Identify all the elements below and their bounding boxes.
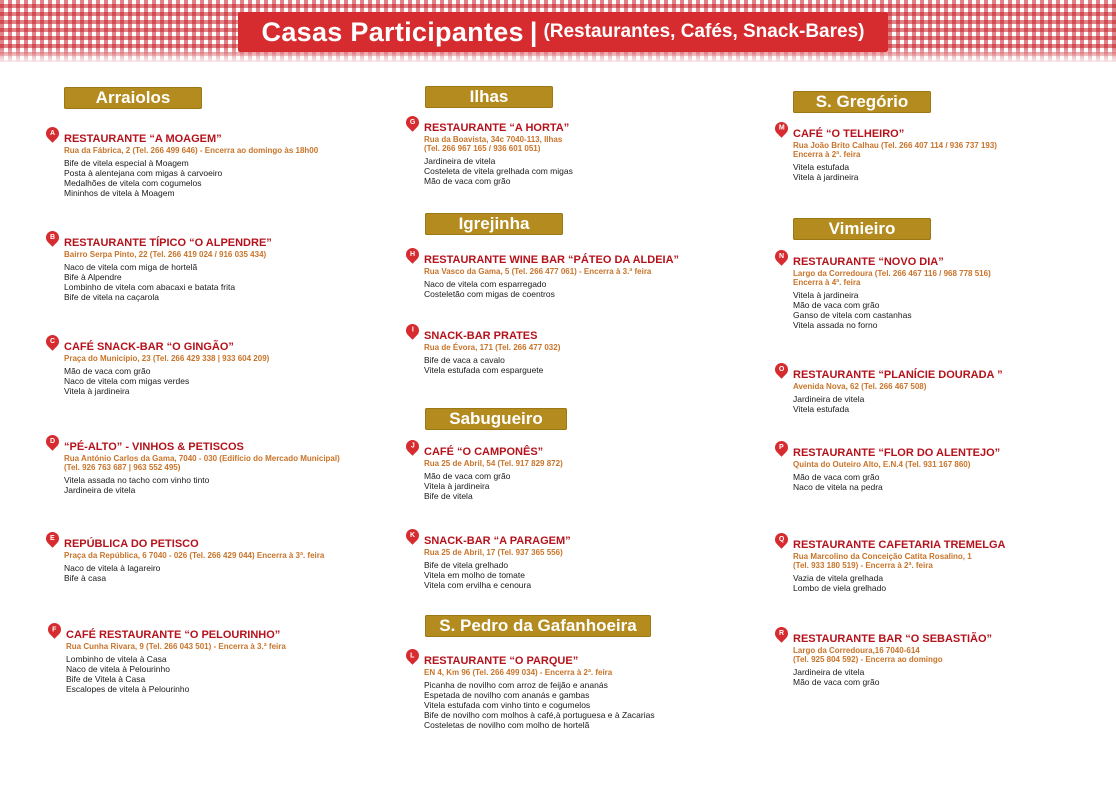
dish-item: Vitela estufada com esparguete [424, 365, 544, 375]
section-s-pedro-da-gafanhoeira: S. Pedro da Gafanhoeira [425, 615, 651, 637]
listing-name: CAFÉ “O TELHEIRO” [793, 128, 905, 140]
dish-list [793, 290, 1116, 330]
map-pin-icon [772, 530, 790, 548]
dish-item: Vitela à jardineira [793, 172, 859, 182]
dish-item: Picanha de novilho com arroz de feijão e ananás [424, 680, 608, 690]
map-pin-letter: L [410, 652, 415, 659]
listing-e [50, 535, 394, 583]
map-pin-icon [45, 620, 63, 638]
section-ilhas: Ilhas [425, 86, 553, 108]
listing-a [49, 130, 394, 198]
dish-list [424, 279, 754, 299]
listing-address: EN 4, Km 96 (Tel. 266 499 034) - Encerra à 2ª. feira [424, 668, 613, 677]
listing-name: RESTAURANTE “A MOAGEM” [64, 133, 222, 145]
dish-list [793, 472, 1116, 492]
map-pin-icon [43, 332, 61, 350]
listing-name: SNACK-BAR PRATES [424, 330, 538, 342]
map-pin-letter: C [49, 338, 56, 345]
dish-item: Naco de vitela com esparregado [424, 279, 547, 289]
listing-address: Rua da Boavista, 34c 7040-113, Ilhas [424, 135, 563, 144]
listing-address: Praça da República, 6 7040 - 026 (Tel. 266 429 044) Encerra à 3ª. feira [64, 551, 325, 560]
dish-item: Jardineira de vitela [793, 667, 865, 677]
listing-address: Rua da Fábrica, 2 (Tel. 266 499 646) - Encerra ao domingo às 18h00 [64, 146, 319, 155]
dish-item: Mão de vaca com grão [793, 300, 880, 310]
listing-c [49, 338, 394, 396]
dish-item: Bife de vaca a cavalo [424, 355, 505, 365]
map-pin-letter: R [778, 630, 785, 637]
map-pin-icon [403, 526, 421, 544]
listing-address: Encerra à 4ª. feira [793, 278, 861, 287]
dish-item: Vitela à jardineira [793, 290, 859, 300]
listing-k [409, 532, 754, 590]
map-pin-icon [772, 360, 790, 378]
listing-l [410, 652, 754, 730]
page-subtitle: (Restaurantes, Cafés, Snack-Bares) [543, 21, 865, 42]
listing-address: Rua Vasco da Gama, 5 (Tel. 266 477 061) - Encerra à 3.ª feira [424, 267, 652, 276]
dish-list [793, 162, 1116, 182]
dish-item: Vitela estufada com vinho tinto e cogumelos [424, 700, 591, 710]
listing-i [411, 327, 754, 375]
section-igrejinha: Igrejinha [425, 213, 563, 235]
listing-b [49, 234, 394, 302]
section-sabugueiro: Sabugueiro [425, 408, 567, 430]
listing-name: RESTAURANTE “PLANÍCIE DOURADA ” [793, 369, 1003, 381]
title-separator: | [529, 16, 538, 47]
listing-name: CAFÉ RESTAURANTE “O PELOURINHO” [66, 629, 281, 641]
map-pin-letter: H [409, 251, 416, 258]
listing-name: RESTAURANTE BAR “O SEBASTIÃO” [793, 633, 993, 645]
listing-address: Rua 25 de Abril, 54 (Tel. 917 829 872) [424, 459, 563, 468]
map-pin-icon [43, 529, 61, 547]
dish-list [64, 262, 394, 302]
listing-h [409, 251, 754, 299]
dish-item: Naco de vitela na pedra [793, 482, 883, 492]
listing-address: Bairro Serpa Pinto, 22 (Tel. 266 419 024 / 916 035 434) [64, 250, 267, 259]
dish-item: Mão de vaca com grão [424, 176, 511, 186]
listing-g [409, 119, 754, 186]
dish-item: Vazia de vitela grelhada [793, 573, 884, 583]
dish-item: Naco de vitela à Pelourinho [66, 664, 170, 674]
listing-name: RESTAURANTE WINE BAR “PÁTEO DA ALDEIA” [424, 254, 680, 266]
listing-name: RESTAURANTE “FLOR DO ALENTEJO” [793, 447, 1001, 459]
dish-item: Mão de vaca com grão [64, 366, 151, 376]
dish-item: Costeletão com migas de coentros [424, 289, 555, 299]
map-pin-letter: K [409, 532, 416, 539]
dish-item: Medalhões de vitela com cogumelos [64, 178, 202, 188]
dish-item: Vitela em molho de tomate [424, 570, 525, 580]
dish-item: Ganso de vitela com castanhas [793, 310, 912, 320]
dish-list [424, 680, 754, 730]
dish-list [424, 471, 754, 501]
listing-q [778, 536, 1116, 593]
listing-address: Rua Marcolino da Conceição Catita Rosalino, 1 [793, 552, 972, 561]
section-arraiolos: Arraiolos [64, 87, 202, 109]
dish-item: Vitela com ervilha e cenoura [424, 580, 532, 590]
dish-item: Vitela à jardineira [424, 481, 490, 491]
dish-item: Naco de vitela com miga de hortelã [64, 262, 198, 272]
listing-r [778, 630, 1116, 687]
dish-item: Bife de vitela especial à Moagem [64, 158, 189, 168]
listing-address: (Tel. 925 804 592) - Encerra ao domingo [793, 655, 943, 664]
listing-address: Encerra à 2ª. feira [793, 150, 861, 159]
dish-list [66, 654, 396, 694]
listing-address: Rua António Carlos da Gama, 7040 - 030 (Edifício do Mercado Municipal) [64, 454, 340, 463]
map-pin-letter: I [411, 327, 414, 335]
dish-item: Lombinho de vitela à Casa [66, 654, 167, 664]
map-pin-icon [403, 245, 421, 263]
listing-address: Rua Cunha Rivara, 9 (Tel. 266 043 501) - Encerra à 3.ª feira [66, 642, 286, 651]
dish-list [424, 560, 754, 590]
map-pin-icon [403, 646, 421, 664]
listing-name: RESTAURANTE “NOVO DIA” [793, 256, 944, 268]
dish-list [64, 366, 394, 396]
dish-list [64, 563, 394, 583]
listing-name: CAFÉ “O CAMPONÊS” [424, 446, 544, 458]
section-vimieiro: Vimieiro [793, 218, 931, 240]
dish-item: Costeletas de novilho com molho de hortelã [424, 720, 590, 730]
listing-address: Quinta do Outeiro Alto, E.N.4 (Tel. 931 167 860) [793, 460, 971, 469]
map-pin-icon [43, 124, 61, 142]
map-pin-icon [403, 113, 421, 131]
dish-item: Bife à Alpendre [64, 272, 122, 282]
map-pin-icon [43, 228, 61, 246]
dish-item: Espetada de novilho com ananás e gambas [424, 690, 590, 700]
listing-f [52, 626, 396, 694]
dish-item: Jardineira de vitela [64, 485, 136, 495]
listing-p [779, 444, 1116, 492]
dish-item: Vitela assada no forno [793, 320, 878, 330]
dish-item: Naco de vitela à lagareiro [64, 563, 161, 573]
listing-name: CAFÉ SNACK-BAR “O GINGÃO” [64, 341, 234, 353]
map-pin-letter: E [50, 535, 55, 543]
map-pin-icon [772, 247, 790, 265]
listing-address: Rua 25 de Abril, 17 (Tel. 937 365 556) [424, 548, 563, 557]
dish-item: Mão de vaca com grão [793, 472, 880, 482]
listing-name: REPÚBLICA DO PETISCO [64, 538, 199, 550]
map-pin-letter: Q [778, 536, 785, 544]
dish-item: Bife de novilho com molhos à café,à portuguesa e à Zacarias [424, 710, 655, 720]
map-pin-letter: M [778, 125, 785, 132]
listing-address: (Tel. 266 967 165 / 936 601 051) [424, 144, 541, 153]
map-pin-letter: J [410, 443, 415, 450]
map-pin-letter: B [49, 234, 56, 241]
map-pin-letter: N [778, 253, 785, 260]
dish-item: Lombo de viela grelhado [793, 583, 887, 593]
dish-list [64, 158, 394, 198]
map-pin-letter: P [779, 444, 784, 452]
section-s-gregorio: S. Gregório [793, 91, 931, 113]
map-pin-icon [403, 437, 421, 455]
dish-list [793, 394, 1116, 414]
listing-name: RESTAURANTE “O PARQUE” [424, 655, 579, 667]
dish-item: Mão de vaca com grão [424, 471, 511, 481]
dish-item: Lombinho de vitela com abacaxi e batata frita [64, 282, 236, 292]
dish-item: Mininhos de vitela à Moagem [64, 188, 175, 198]
listing-address: Rua de Évora, 171 (Tel. 266 477 032) [424, 343, 561, 352]
dish-list [424, 355, 754, 375]
map-pin-icon [43, 432, 61, 450]
listing-address: Praça do Município, 23 (Tel. 266 429 338 | 933 604 209) [64, 354, 270, 363]
dish-item: Vitela estufada [793, 162, 850, 172]
map-pin-letter: A [49, 130, 56, 137]
dish-list [424, 156, 754, 186]
page-title-bar [238, 12, 888, 52]
map-pin-letter: F [52, 626, 57, 633]
map-pin-icon [772, 624, 790, 642]
listing-address: Largo da Corredoura,16 7040-614 [793, 646, 920, 655]
map-pin-icon [772, 119, 790, 137]
map-pin-icon [772, 438, 790, 456]
map-pin-icon [403, 321, 421, 339]
dish-item: Mão de vaca com grão [793, 677, 880, 687]
dish-list [64, 475, 394, 495]
listing-address: Avenida Nova, 62 (Tel. 266 467 508) [793, 382, 927, 391]
listing-n [778, 253, 1116, 330]
listing-d [49, 438, 394, 495]
dish-list [793, 573, 1116, 593]
page-title: Casas Participantes [261, 16, 524, 47]
dish-item: Posta à alentejana com migas à carvoeiro [64, 168, 223, 178]
dish-item: Escalopes de vitela à Pelourinho [66, 684, 190, 694]
listing-name: RESTAURANTE TÍPICO “O ALPENDRE” [64, 237, 272, 249]
map-pin-letter: D [49, 438, 56, 445]
listing-name: “PÉ-ALTO” - VINHOS & PETISCOS [64, 441, 244, 453]
listing-address: (Tel. 933 180 519) - Encerra à 2ª. feira [793, 561, 933, 570]
dish-item: Bife de vitela [424, 491, 473, 501]
dish-item: Vitela assada no tacho com vinho tinto [64, 475, 210, 485]
listing-address: (Tel. 926 763 687 | 963 552 495) [64, 463, 181, 472]
dish-item: Bife à casa [64, 573, 107, 583]
dish-item: Jardineira de vitela [793, 394, 865, 404]
listing-o [778, 366, 1116, 414]
dish-item: Vitela estufada [793, 404, 850, 414]
dish-item: Vitela à jardineira [64, 386, 130, 396]
listing-name: RESTAURANTE CAFETARIA TREMELGA [793, 539, 1006, 551]
dish-item: Jardineira de vitela [424, 156, 496, 166]
listing-name: SNACK-BAR “A PARAGEM” [424, 535, 571, 547]
dish-item: Bife de Vitela à Casa [66, 674, 146, 684]
listing-m [778, 125, 1116, 182]
listing-j [410, 443, 754, 501]
dish-item: Bife de vitela na caçarola [64, 292, 159, 302]
dish-list [793, 667, 1116, 687]
dish-item: Naco de vitela com migas verdes [64, 376, 190, 386]
dish-item: Costeleta de vitela grelhada com migas [424, 166, 573, 176]
map-pin-letter: G [409, 119, 416, 127]
dish-item: Bife de vitela grelhado [424, 560, 509, 570]
listing-address: Rua João Brito Calhau (Tel. 266 407 114 / 936 737 193) [793, 141, 997, 150]
listing-name: RESTAURANTE “A HORTA” [424, 122, 570, 134]
listing-address: Largo da Corredoura (Tel. 266 467 116 / 968 778 516) [793, 269, 991, 278]
map-pin-letter: O [778, 366, 785, 374]
